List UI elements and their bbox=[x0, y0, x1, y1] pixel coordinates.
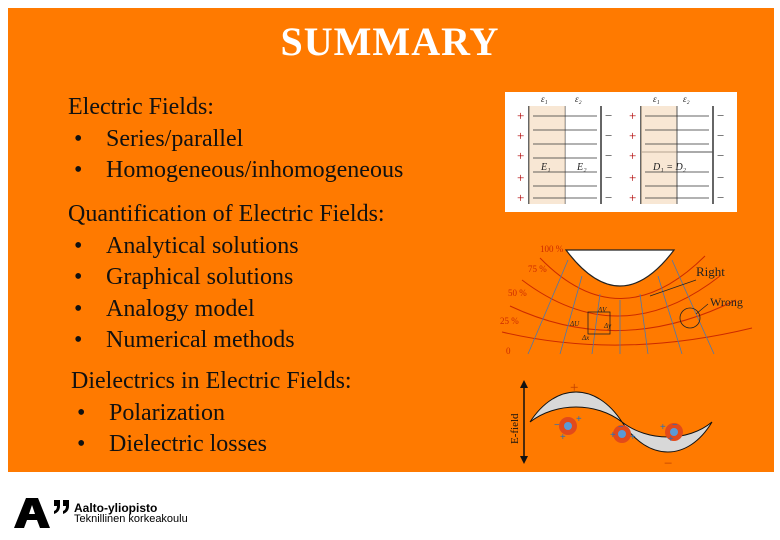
field-label: E₁ bbox=[541, 162, 551, 173]
section-heading: Electric Fields: bbox=[68, 94, 214, 120]
field-plot-figure bbox=[500, 236, 756, 358]
epsilon-label: ε₁ bbox=[541, 94, 548, 104]
slide-title: SUMMARY bbox=[280, 19, 500, 64]
svg-text:−: − bbox=[672, 420, 678, 431]
wrong-cell bbox=[680, 308, 700, 328]
svg-text:+: + bbox=[668, 434, 674, 445]
small-label: ΔV bbox=[598, 306, 607, 314]
svg-text:−: − bbox=[554, 420, 560, 431]
small-label: Δy bbox=[604, 322, 612, 330]
svg-text:+: + bbox=[517, 190, 525, 205]
svg-text:+: + bbox=[576, 414, 582, 425]
top-sign: + bbox=[570, 380, 579, 396]
aalto-logo-icon bbox=[12, 496, 70, 530]
svg-text:+: + bbox=[629, 148, 637, 163]
bullet-item: • Polarization bbox=[77, 399, 225, 426]
svg-text:+: + bbox=[517, 128, 525, 143]
polarization-figure bbox=[506, 378, 716, 470]
section-dielectrics bbox=[71, 366, 352, 461]
svg-text:+: + bbox=[517, 108, 525, 123]
org-name: Aalto-yliopisto bbox=[74, 501, 158, 515]
bullet-item: • Dielectric losses bbox=[77, 431, 267, 457]
percent-label: 75 % bbox=[528, 264, 547, 274]
svg-text:+: + bbox=[660, 422, 666, 433]
svg-text:+: + bbox=[629, 108, 637, 123]
svg-text:−: − bbox=[717, 148, 725, 163]
svg-text:+: + bbox=[629, 190, 637, 205]
svg-text:−: − bbox=[618, 422, 624, 433]
svg-text:−: − bbox=[717, 128, 725, 143]
axis-label: E-field bbox=[509, 413, 521, 444]
svg-text:+: + bbox=[629, 170, 637, 185]
svg-text:−: − bbox=[605, 108, 613, 123]
capacitor-figure bbox=[505, 92, 737, 212]
epsilon-label: ε₂ bbox=[575, 94, 582, 104]
svg-text:−: − bbox=[605, 148, 613, 163]
svg-text:+: + bbox=[610, 430, 616, 441]
bullet-item: • Analytical solutions bbox=[74, 232, 299, 259]
epsilon-label: ε₂ bbox=[683, 94, 690, 104]
field-label: E₂ bbox=[577, 162, 587, 173]
small-label: ΔU bbox=[570, 320, 580, 328]
bullet-item: • Graphical solutions bbox=[74, 264, 294, 290]
bullet-item: • Homogeneous/inhomogeneous bbox=[74, 157, 404, 183]
epsilon-label: ε₁ bbox=[653, 94, 660, 104]
section-heading: Dielectrics in Electric Fields: bbox=[71, 368, 352, 394]
section-heading: Quantification of Electric Fields: bbox=[68, 201, 385, 227]
svg-text:+: + bbox=[560, 432, 566, 443]
bullet-item: • Analogy model bbox=[74, 295, 255, 322]
svg-text:−: − bbox=[605, 128, 613, 143]
axis-arrow bbox=[520, 456, 528, 464]
pointer-line bbox=[696, 304, 708, 314]
percent-label: 100 % bbox=[540, 244, 564, 254]
percent-label: 25 % bbox=[500, 316, 519, 326]
aalto-logo bbox=[12, 496, 70, 535]
dielectric-region bbox=[529, 106, 565, 204]
svg-text:+: + bbox=[517, 148, 525, 163]
bullet-item: • Series/parallel bbox=[74, 125, 244, 152]
percent-label: 0 bbox=[506, 346, 511, 356]
svg-text:+: + bbox=[517, 170, 525, 185]
right-label: Right bbox=[696, 264, 725, 279]
svg-text:−: − bbox=[605, 170, 613, 185]
svg-text:−: − bbox=[605, 190, 613, 205]
svg-text:+: + bbox=[629, 128, 637, 143]
dielectric-region bbox=[641, 106, 677, 204]
wrong-label: Wrong bbox=[710, 295, 743, 309]
axis-arrow bbox=[520, 380, 528, 388]
bottom-sign: − bbox=[664, 456, 673, 470]
field-label: D₁ = D₂ bbox=[653, 162, 687, 173]
percent-label: 50 % bbox=[508, 288, 527, 298]
svg-text:−: − bbox=[717, 108, 725, 123]
electrode-shape bbox=[566, 250, 674, 286]
svg-text:+: + bbox=[630, 432, 636, 443]
section-electric-fields bbox=[68, 92, 403, 187]
section-quantification bbox=[68, 199, 385, 357]
svg-text:−: − bbox=[717, 190, 725, 205]
org-subname: Teknillinen korkeakoulu bbox=[74, 513, 188, 525]
svg-text:−: − bbox=[717, 170, 725, 185]
small-label: Δx bbox=[582, 334, 590, 342]
bullet-item: • Numerical methods bbox=[74, 327, 295, 353]
